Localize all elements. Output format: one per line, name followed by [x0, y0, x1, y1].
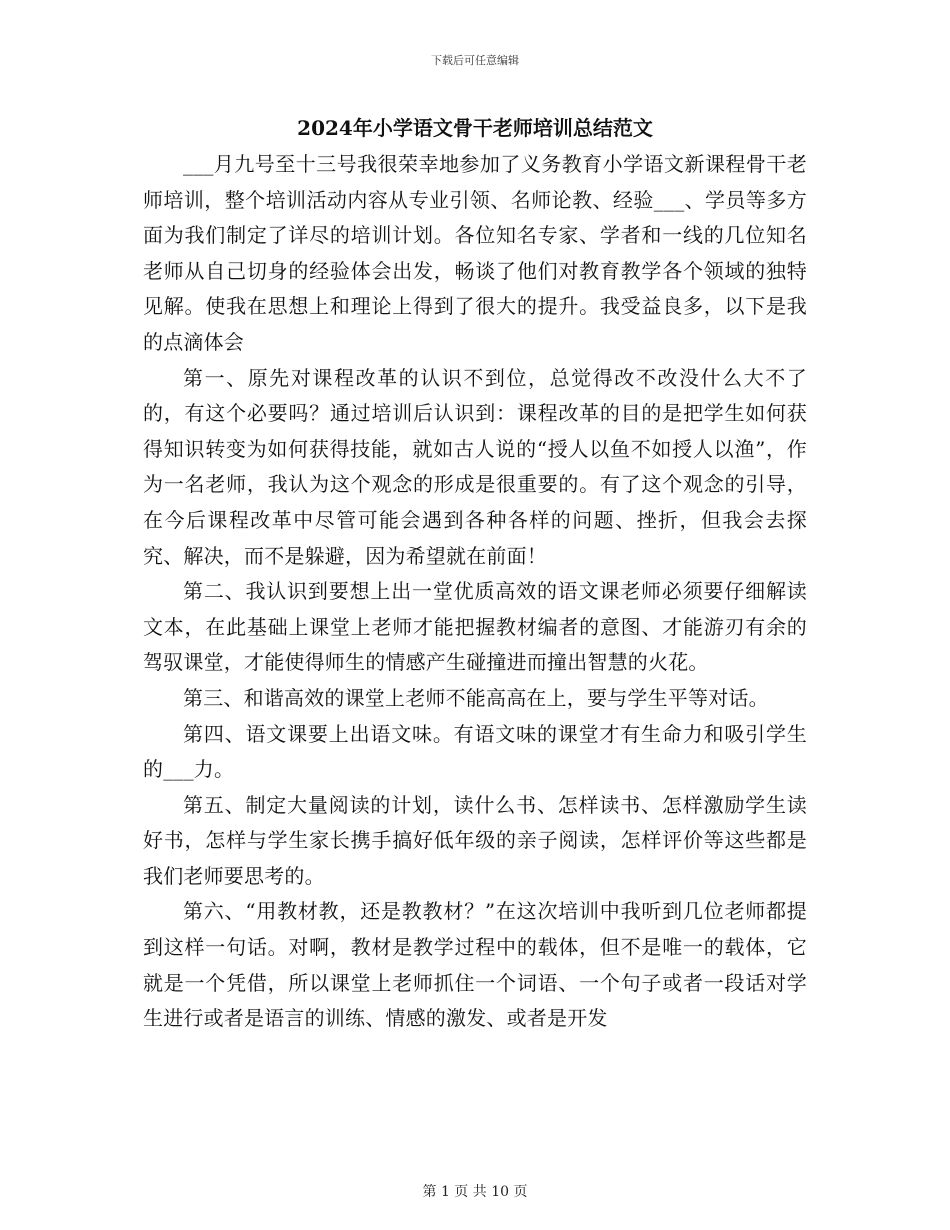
- paragraph-point-5: 第五、制定大量阅读的计划，读什么书、怎样读书、怎样激励学生读好书，怎样与学生家长携手搞好低年级的亲子阅读，怎样评价等这些都是我们老师要思考的。: [143, 792, 807, 888]
- document-title: 2024年小学语文骨干老师培训总结范文: [297, 116, 653, 140]
- document-body: [143, 147, 807, 1037]
- paragraph-intro: ___月九号至十三号我很荣幸地参加了义务教育小学语文新课程骨干老师培训，整个培训活动内容从专业引领、名师论教、经验___、学员等多方面为我们制定了详尽的培训计划。各位知名专家、学者和一线的几位知名老师从自己切身的经验体会出发，畅谈了他们对教育教学各个领域的独特见解。使我在思想上和理论上得到了很大的提升。我受益良多，以下是我的点滴体会: [143, 152, 807, 354]
- page-number: 第 1 页 共 10 页: [422, 1184, 528, 1200]
- paragraph-point-2: 第二、我认识到要想上出一堂优质高效的语文课老师必须要仔细解读文本，在此基础上课堂上老师才能把握教材编者的意图、才能游刃有余的驾驭课堂，才能使得师生的情感产生碰撞进而撞出智慧的火花。: [143, 579, 807, 675]
- paragraph-point-3: 第三、和谐高效的课堂上老师不能高高在上，要与学生平等对话。: [183, 685, 769, 710]
- paragraph-point-1: 第一、原先对课程改革的认识不到位，总觉得改不改没什么大不了的，有这个必要吗？通过培训后认识到：课程改革的目的是把学生如何获得知识转变为如何获得技能，就如古人说的“授人以鱼不如授人以渔”，作为一名老师，我认为这个观念的形成是很重要的。有了这个观念的引导，在今后课程改革中尽管可能会遇到各种各样的问题、挫折，但我会去探究、解决，而不是躲避，因为希望就在前面！: [143, 365, 807, 568]
- paragraph-point-6: 第六、“用教材教，还是教教材？”在这次培训中我听到几位老师都提到这样一句话。对啊，教材是教学过程中的载体，但不是唯一的载体，它就是一个凭借，所以课堂上老师抓住一个词语、一个句子或者一段话对学生进行或者是语言的训练、情感的激发、或者是开发: [143, 899, 807, 1031]
- paragraph-point-4: 第四、语文课要上出语文味。有语文味的课堂才有生命力和吸引学生的___力。: [143, 721, 807, 782]
- page-header-note: 下载后可任意编辑: [431, 54, 519, 67]
